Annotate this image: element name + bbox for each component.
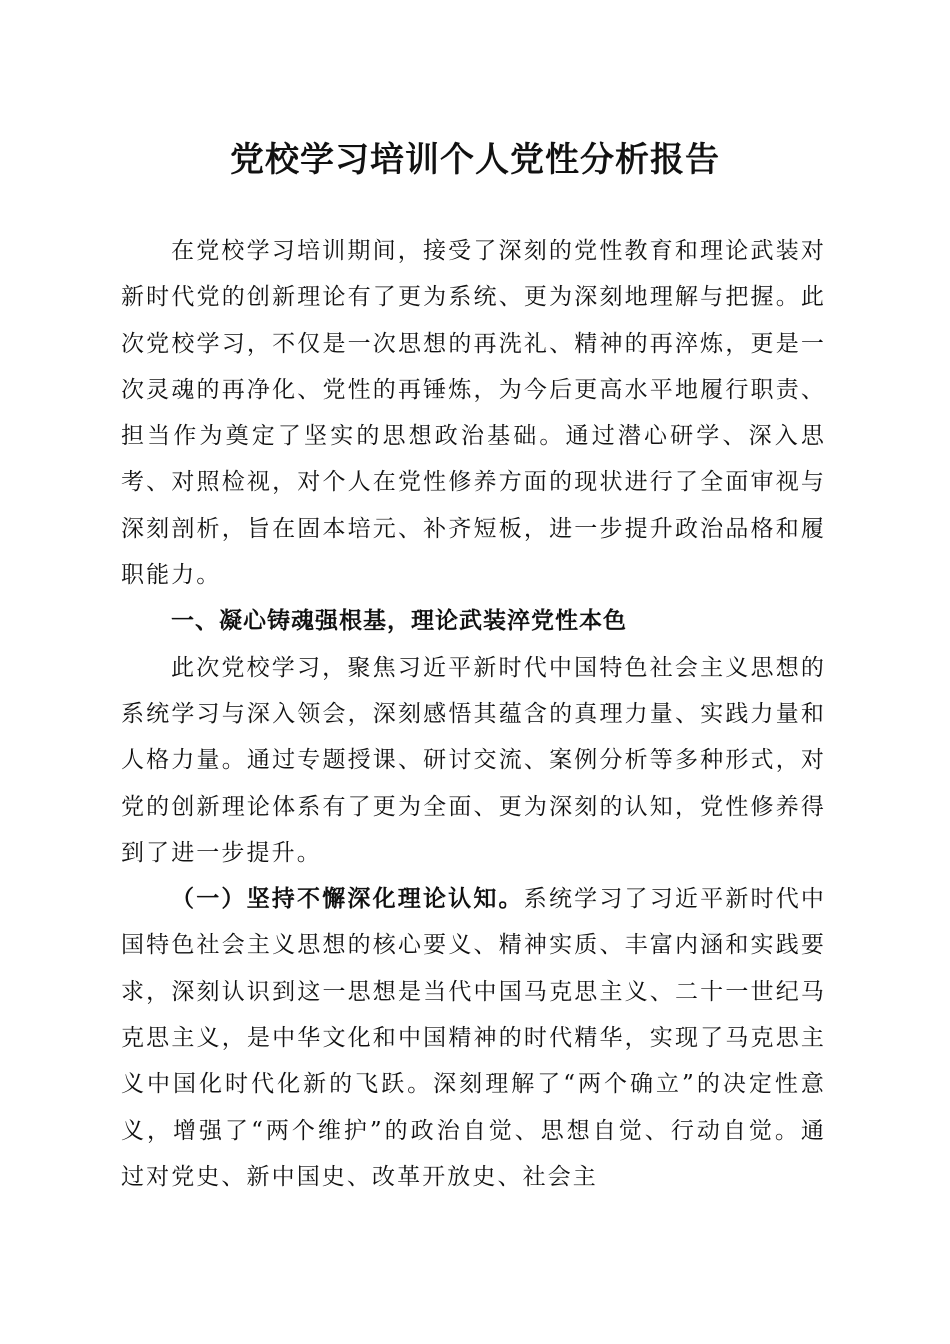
subsection-1-text: 系统学习了习近平新时代中国特色社会主义思想的核心要义、精神实质、丰富内涵和实践要求，深刻认识到这一思想是当代中国马克思主义、二十一世纪马克思主义，是中华文化和中国精神的时代精华，实现了马克思主义中国化时代化新的飞跃。深刻理解了“两个确立”的决定性意义，增强了“两个维护”的政治自觉、思想自觉、行动自觉。通过对党史、新中国史、改革开放史、社会主 bbox=[121, 886, 827, 1190]
document-body bbox=[121, 228, 826, 1200]
subsection-1-lead: （一）坚持不懈深化理论认知。 bbox=[171, 885, 524, 913]
section-1-heading: 一、凝心铸魂强根基，理论武装淬党性本色 bbox=[171, 608, 627, 635]
intro-paragraph: 在党校学习培训期间，接受了深刻的党性教育和理论武装对新时代党的创新理论有了更为系统、更为深刻地理解与把握。此次党校学习，不仅是一次思想的再洗礼、精神的再淬炼，更是一次灵魂的再净化、党性的再锤炼，为今后更高水平地履行职责、担当作为奠定了坚实的思想政治基础。通过潜心研学、深入思考、对照检视，对个人在党性修养方面的现状进行了全面审视与深刻剖析，旨在固本培元、补齐短板，进一步提升政治品格和履职能力。 bbox=[121, 238, 826, 589]
subsection-1-paragraph bbox=[121, 876, 826, 1200]
section-1-intro-paragraph: 此次党校学习，聚焦习近平新时代中国特色社会主义思想的系统学习与深入领会，深刻感悟其蕴含的真理力量、实践力量和人格力量。通过专题授课、研讨交流、案例分析等多种形式，对党的创新理论体系有了更为全面、更为深刻的认知，党性修养得到了进一步提升。 bbox=[121, 654, 826, 866]
document-title: 党校学习培训个人党性分析报告 bbox=[230, 140, 720, 180]
